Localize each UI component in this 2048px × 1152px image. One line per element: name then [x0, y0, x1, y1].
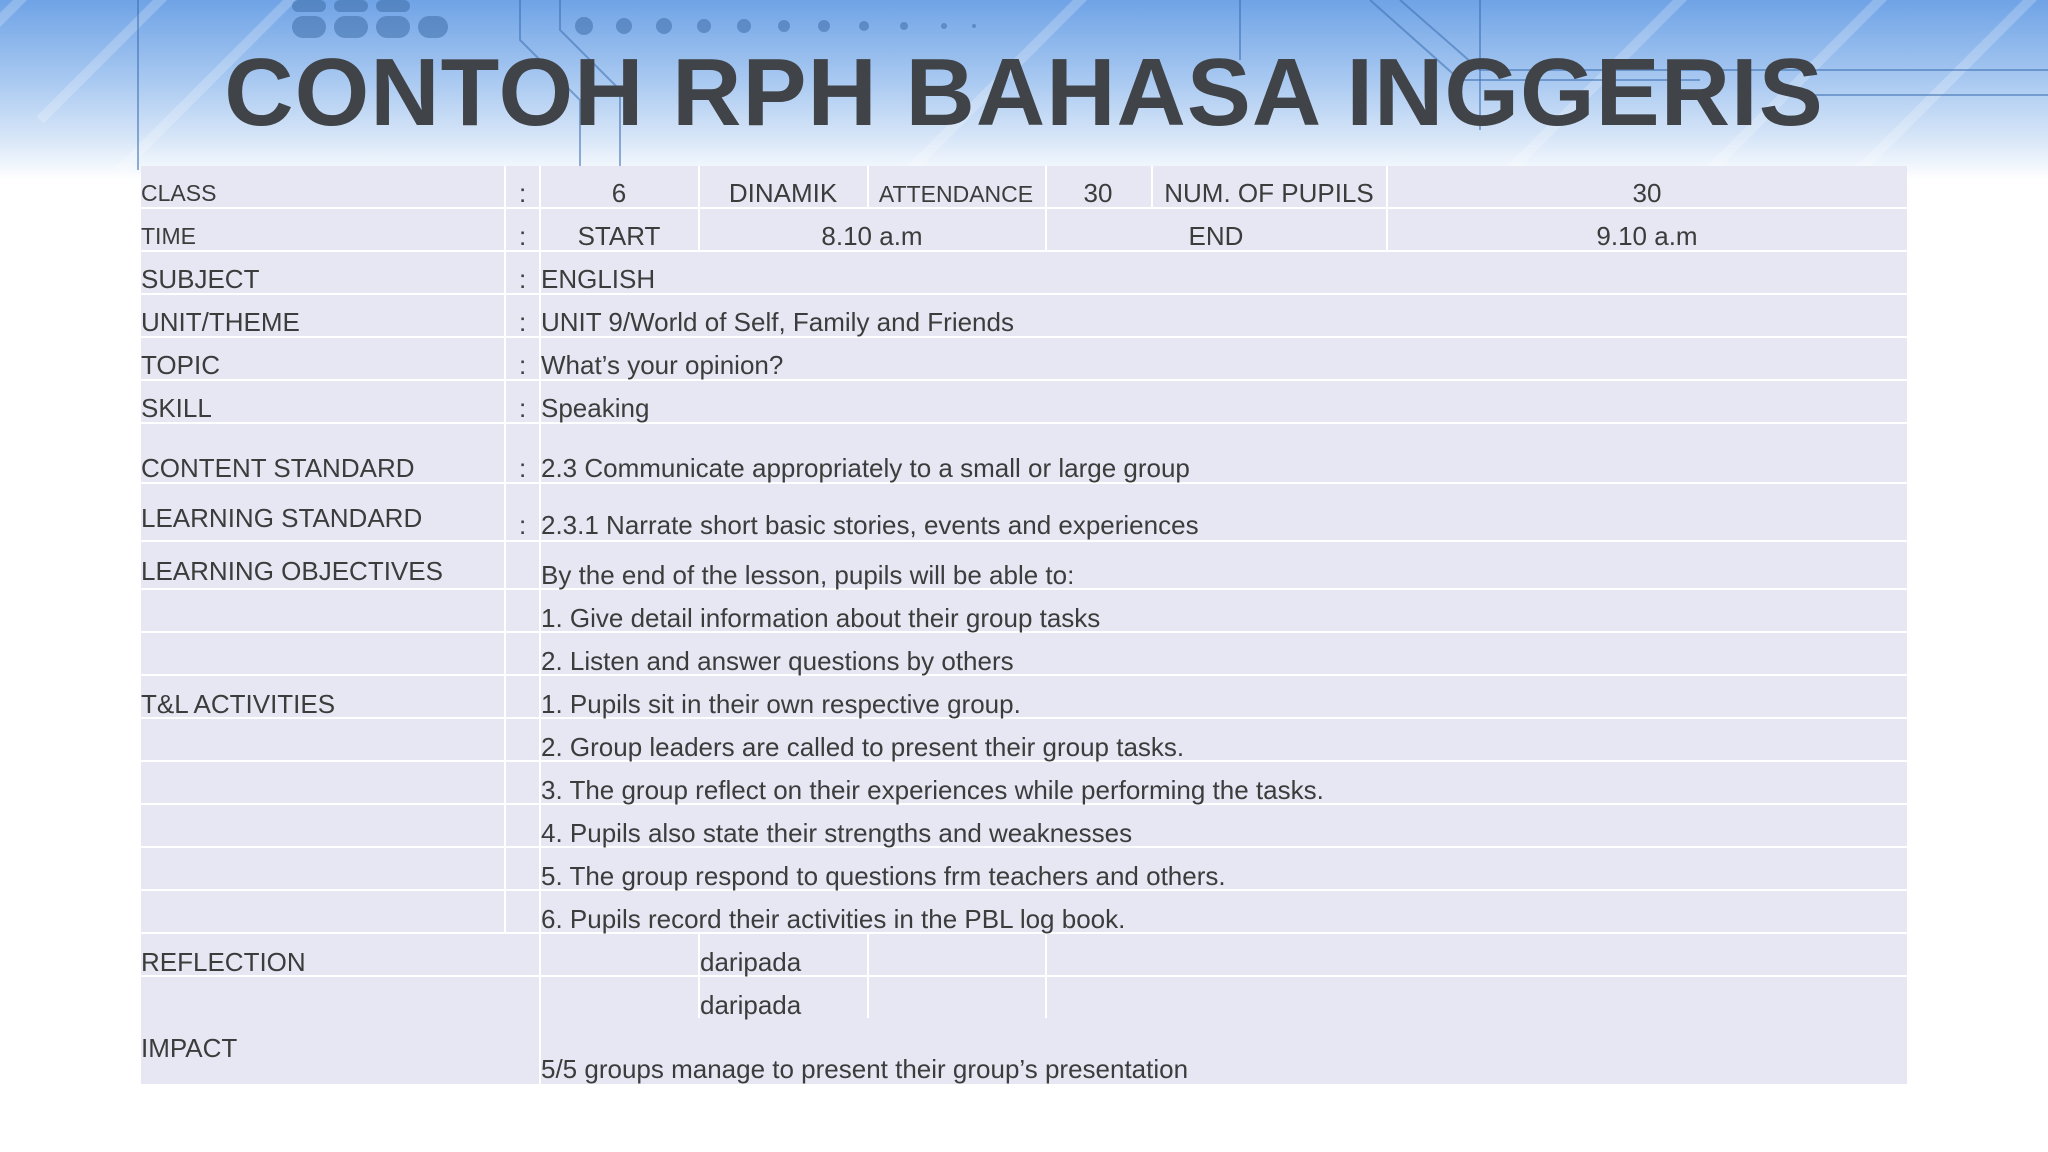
- objectives-label: LEARNING OBJECTIVES: [141, 556, 443, 586]
- column-divider: [1151, 166, 1153, 207]
- impact-label: IMPACT: [141, 1033, 238, 1063]
- activity-item: 1. Pupils sit in their own respective group.: [541, 689, 1021, 719]
- skill-label: SKILL: [141, 393, 212, 423]
- activities-label: T&L ACTIVITIES: [141, 689, 336, 719]
- start-label: START: [577, 221, 661, 251]
- activity-item: 6. Pupils record their activities in the PBL log book.: [541, 904, 1126, 934]
- row-divider: [141, 717, 1907, 719]
- topic-separator: :: [519, 350, 527, 380]
- end-time: 9.10 a.m: [1596, 221, 1698, 251]
- lesson-plan-table: [141, 166, 1907, 1084]
- end-label: END: [1188, 221, 1244, 251]
- reflection-item: daripada: [700, 990, 802, 1020]
- class-label: CLASS: [141, 180, 217, 206]
- pupils-label: NUM. OF PUPILS: [1164, 178, 1374, 208]
- learning-standard-separator: :: [519, 510, 527, 540]
- row-divider: [141, 336, 1907, 338]
- dot-pattern: [292, 0, 976, 38]
- reflection-item: daripada: [700, 947, 802, 977]
- skill-value: Speaking: [541, 393, 650, 423]
- column-divider: [1386, 166, 1388, 250]
- subject-label: SUBJECT: [141, 264, 260, 294]
- topic-label: TOPIC: [141, 350, 220, 380]
- row-divider: [141, 674, 1907, 676]
- unit-label: UNIT/THEME: [141, 307, 300, 337]
- impact-value: 5/5 groups manage to present their group’s presentation: [541, 1054, 1189, 1084]
- row-divider: [141, 422, 1907, 424]
- column-divider: [504, 166, 506, 932]
- page-title: CONTOH RPH BAHASA INGGERIS: [224, 39, 1824, 146]
- attendance-label: ATTENDANCE: [878, 181, 1034, 207]
- column-divider: [1045, 166, 1047, 250]
- column-divider: [867, 932, 869, 1018]
- class-separator: :: [519, 178, 527, 208]
- column-divider: [1045, 932, 1047, 1018]
- activity-item: 3. The group reflect on their experiences while performing the tasks.: [541, 775, 1324, 805]
- content-standard-label: CONTENT STANDARD: [141, 453, 415, 483]
- start-time: 8.10 a.m: [821, 221, 923, 251]
- pupils-value: 30: [1632, 178, 1662, 208]
- activity-item: 2. Group leaders are called to present their group tasks.: [541, 732, 1185, 762]
- subject-value: ENGLISH: [541, 264, 656, 294]
- content-standard-separator: :: [519, 453, 527, 483]
- column-divider: [867, 166, 869, 207]
- objective-item: 2. Listen and answer questions by others: [541, 646, 1014, 676]
- content-standard-value: 2.3 Communicate appropriately to a small or large group: [541, 453, 1190, 483]
- objective-item: 1. Give detail information about their group tasks: [541, 603, 1101, 633]
- attendance-value: 30: [1083, 178, 1113, 208]
- activity-item: 4. Pupils also state their strengths and weaknesses: [541, 818, 1133, 848]
- unit-separator: :: [519, 307, 527, 337]
- activity-item: 5. The group respond to questions frm teachers and others.: [541, 861, 1226, 891]
- topic-value: What’s your opinion?: [541, 350, 784, 380]
- time-label: TIME: [141, 223, 196, 249]
- unit-value: UNIT 9/World of Self, Family and Friends: [541, 307, 1014, 337]
- class-year: 6: [611, 178, 627, 208]
- objective-item: By the end of the lesson, pupils will be able to:: [541, 560, 1075, 590]
- learning-standard-value: 2.3.1 Narrate short basic stories, events and experiences: [541, 510, 1199, 540]
- row-divider: [141, 540, 1907, 542]
- row-divider: [141, 379, 1907, 381]
- learning-standard-label: LEARNING STANDARD: [141, 503, 423, 533]
- time-separator: :: [519, 221, 527, 251]
- subject-separator: :: [519, 264, 527, 294]
- skill-separator: :: [519, 393, 527, 423]
- class-name: DINAMIK: [728, 178, 838, 208]
- row-divider: [141, 975, 1907, 977]
- column-divider: [698, 166, 700, 250]
- reflection-label: REFLECTION: [141, 947, 306, 977]
- row-divider: [141, 293, 1907, 295]
